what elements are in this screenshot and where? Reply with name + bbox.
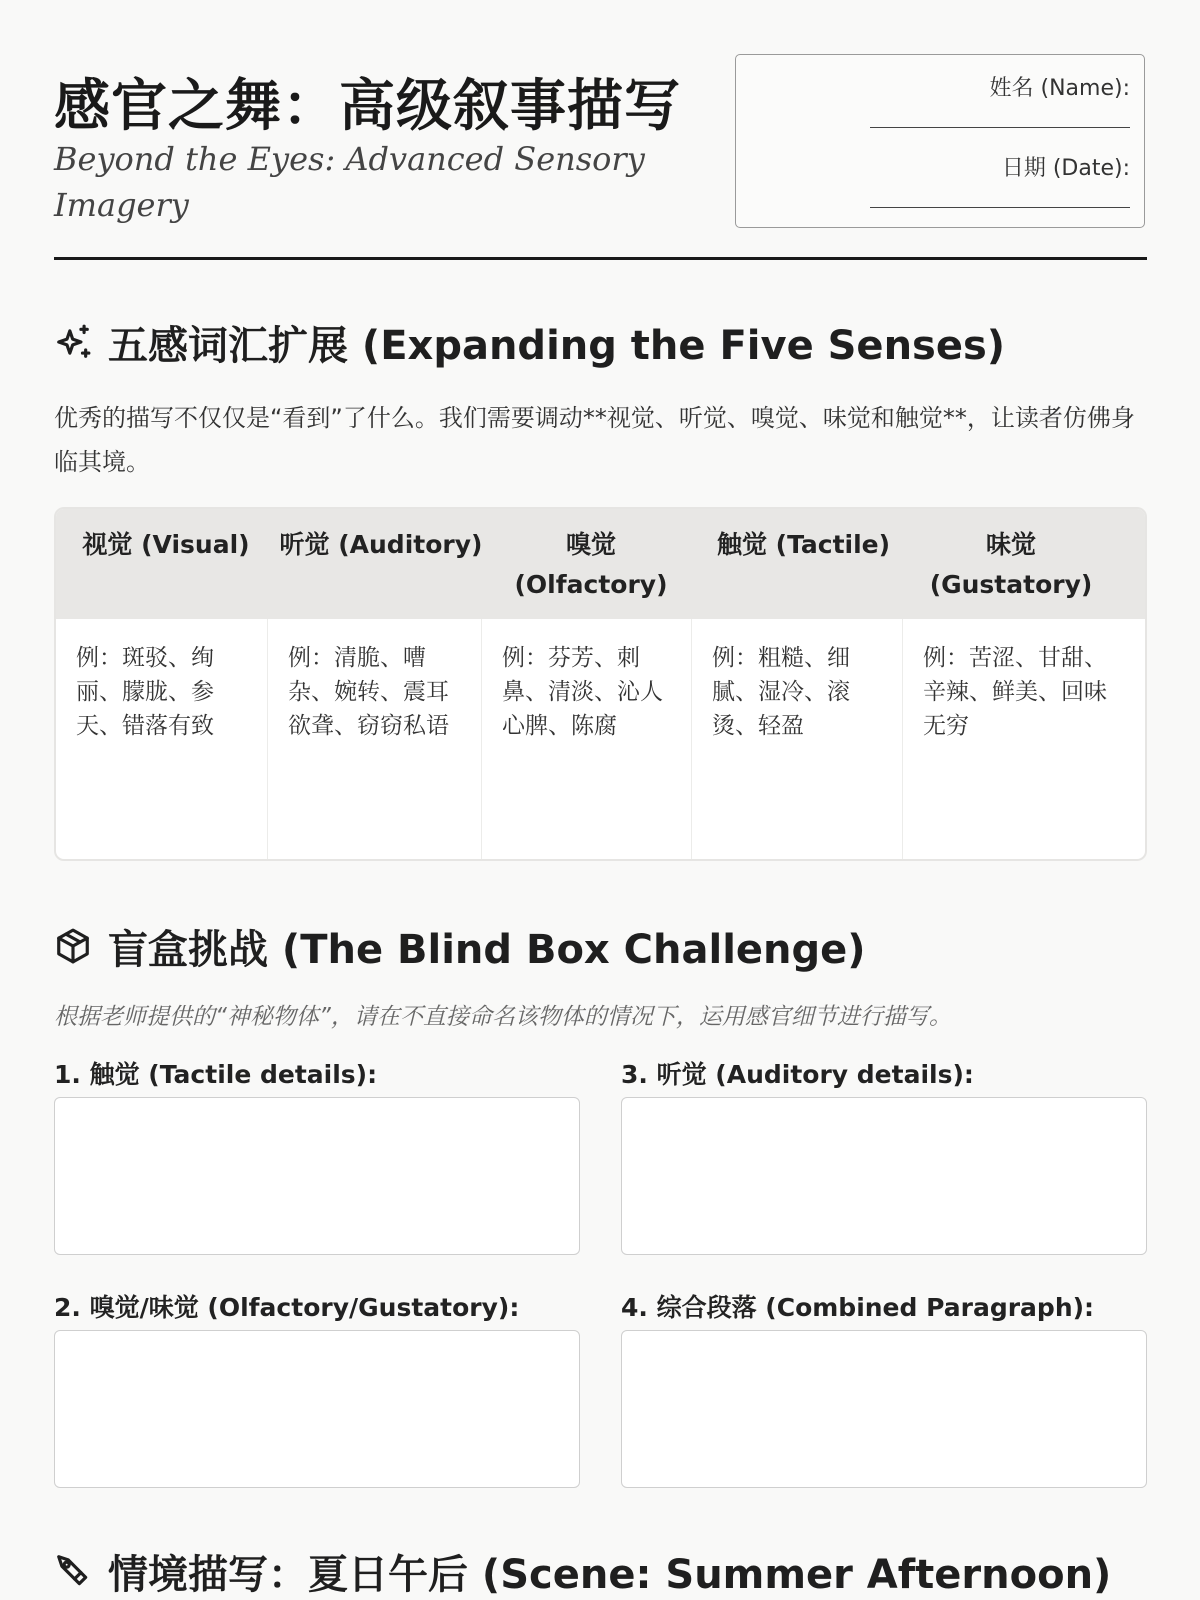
sense-header-tactile: 触觉 (Tactile) — [716, 530, 891, 559]
name-field[interactable] — [870, 127, 1130, 128]
q1-label: 1. 触觉 (Tactile details): — [54, 1060, 378, 1089]
header-divider — [54, 257, 1147, 260]
section-title: 情境描写：夏日午后 (Scene: Summer Afternoon) — [108, 1551, 1112, 1598]
challenge-instruction: 根据老师提供的“神秘物体”，请在不直接命名该物体的情况下，运用感官细节进行描写。 — [54, 1004, 952, 1030]
section-title: 盲盒挑战 (The Blind Box Challenge) — [108, 926, 866, 973]
sense-example-visual: 例：斑驳、绚丽、朦胧、参天、错落有致 — [56, 619, 268, 859]
sense-example-olfactory: 例：芬芳、刺鼻、清淡、沁人心脾、陈腐 — [482, 619, 692, 859]
q3-answer-box[interactable] — [621, 1097, 1147, 1255]
page-subtitle: Beyond the Eyes: Advanced Sensory Imagery — [54, 140, 645, 224]
name-label: 姓名 (Name): — [989, 76, 1130, 101]
section-heading-five-senses — [54, 314, 1005, 370]
q2-label: 2. 嗅觉/味觉 (Olfactory/Gustatory): — [54, 1293, 520, 1322]
section-heading-scene — [54, 1543, 1111, 1599]
page-title: 感官之舞：高级叙事描写 — [54, 74, 681, 139]
pen-icon — [54, 1552, 92, 1590]
section-title: 五感词汇扩展 (Expanding the Five Senses) — [108, 322, 1006, 369]
q2-answer-box[interactable] — [54, 1330, 580, 1488]
sense-example-auditory: 例：清脆、嘈杂、婉转、震耳欲聋、窃窃私语 — [268, 619, 482, 859]
sparkles-icon — [54, 323, 92, 361]
senses-table-header — [56, 509, 1145, 619]
q4-answer-box[interactable] — [621, 1330, 1147, 1488]
q3-label: 3. 听觉 (Auditory details): — [621, 1060, 974, 1089]
box-icon — [54, 927, 92, 965]
sense-example-tactile: 例：粗糙、细腻、湿冷、滚烫、轻盈 — [692, 619, 903, 859]
date-field[interactable] — [870, 207, 1130, 208]
q4-label: 4. 综合段落 (Combined Paragraph): — [621, 1293, 1095, 1322]
sense-example-gustatory: 例：苦涩、甘甜、辛辣、鲜美、回味无穷 — [923, 645, 1107, 739]
sense-header-visual: 视觉 (Visual) — [82, 530, 250, 559]
sense-header-auditory: 听觉 (Auditory) — [279, 530, 483, 559]
q1-answer-box[interactable] — [54, 1097, 580, 1255]
section-heading-blind-box — [54, 918, 866, 974]
date-label: 日期 (Date): — [1001, 156, 1130, 181]
worksheet-header — [54, 54, 1147, 259]
senses-table — [54, 507, 1147, 861]
name-date-box — [735, 54, 1145, 228]
section-intro: 优秀的描写不仅仅是“看到”了什么。我们需要调动**视觉、听觉、嗅觉、味觉和触觉**，让读者仿佛身临其境。 — [54, 404, 1135, 476]
sense-header-gustatory: 味觉 (Gustatory) — [929, 530, 1093, 599]
sense-header-olfactory: 嗅觉 (Olfactory) — [514, 530, 668, 599]
